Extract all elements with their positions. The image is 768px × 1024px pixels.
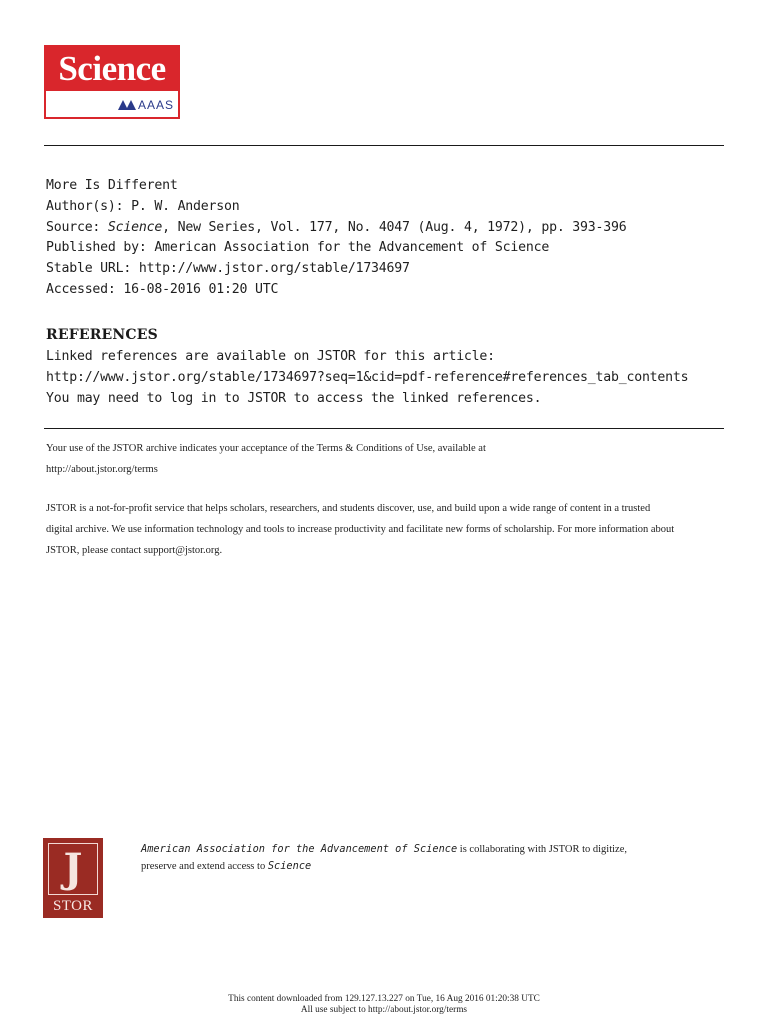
aaas-icon: [117, 99, 137, 111]
top-divider: [44, 145, 724, 146]
science-wordmark: Science: [46, 47, 178, 91]
article-source: [46, 218, 746, 239]
collab-text-2: preserve and extend access to: [141, 861, 268, 872]
terms-text: Your use of the JSTOR archive indicates your acceptance of the Terms & Conditions of Use, available at: [46, 443, 486, 454]
references-intro: Linked references are available on JSTOR for this article:: [46, 349, 495, 364]
article-metadata: [46, 176, 746, 301]
middle-divider: [44, 428, 724, 429]
collab-journal: Science: [267, 860, 312, 872]
article-authors: Author(s): P. W. Anderson: [46, 198, 240, 214]
about-line-1: JSTOR is a not-for-profit service that helps scholars, researchers, and students discover, use, and build upon a wide range of content in a trusted: [46, 503, 651, 514]
references-login-note: You may need to log in to JSTOR to access the linked references.: [46, 391, 542, 406]
references-heading: REFERENCES: [46, 327, 158, 343]
collab-text-1: is collaborating with JSTOR to digitize,: [457, 844, 628, 855]
terms-link[interactable]: http://about.jstor.org/terms: [46, 464, 158, 475]
science-logo: [44, 45, 180, 119]
footer-download-info: This content downloaded from 129.127.13.227 on Tue, 16 Aug 2016 01:20:38 UTC: [228, 994, 540, 1004]
jstor-j-icon: J: [63, 845, 83, 892]
aaas-label: AAAS: [137, 98, 174, 112]
collab-line-2: [141, 858, 741, 875]
about-line-2: digital archive. We use information technology and tools to increase productivity and facilitate new forms of scholarship. For more information about: [46, 524, 675, 535]
source-prefix: Source:: [46, 219, 108, 235]
footer-terms: All use subject to http://about.jstor.org/terms: [300, 1005, 468, 1015]
jstor-emblem-frame: [48, 843, 98, 895]
article-stable-url[interactable]: Stable URL: http://www.jstor.org/stable/1734697: [46, 261, 410, 277]
aaas-mark: [46, 93, 174, 117]
jstor-wordmark: STOR: [52, 898, 94, 914]
about-jstor: [46, 498, 736, 561]
article-title: More Is Different: [46, 178, 178, 193]
terms-notice: [46, 438, 736, 480]
about-line-3: JSTOR, please contact support@jstor.org.: [46, 545, 223, 556]
article-publisher: Published by: American Association for the Advancement of Science: [46, 240, 550, 256]
references-block: [46, 346, 746, 409]
jstor-logo: [43, 838, 103, 918]
source-details: , New Series, Vol. 177, No. 4047 (Aug. 4, 1972), pp. 393-396: [162, 219, 627, 235]
article-accessed: Accessed: 16-08-2016 01:20 UTC: [46, 281, 279, 297]
source-journal: Science: [107, 219, 163, 235]
download-footer: [0, 994, 768, 1016]
references-link[interactable]: http://www.jstor.org/stable/1734697?seq=1&cid=pdf-reference#references_tab_contents: [46, 370, 689, 385]
collab-org: American Association for the Advancement of Science: [141, 843, 458, 855]
collab-line-1: [141, 841, 741, 858]
collaboration-statement: [141, 841, 741, 875]
